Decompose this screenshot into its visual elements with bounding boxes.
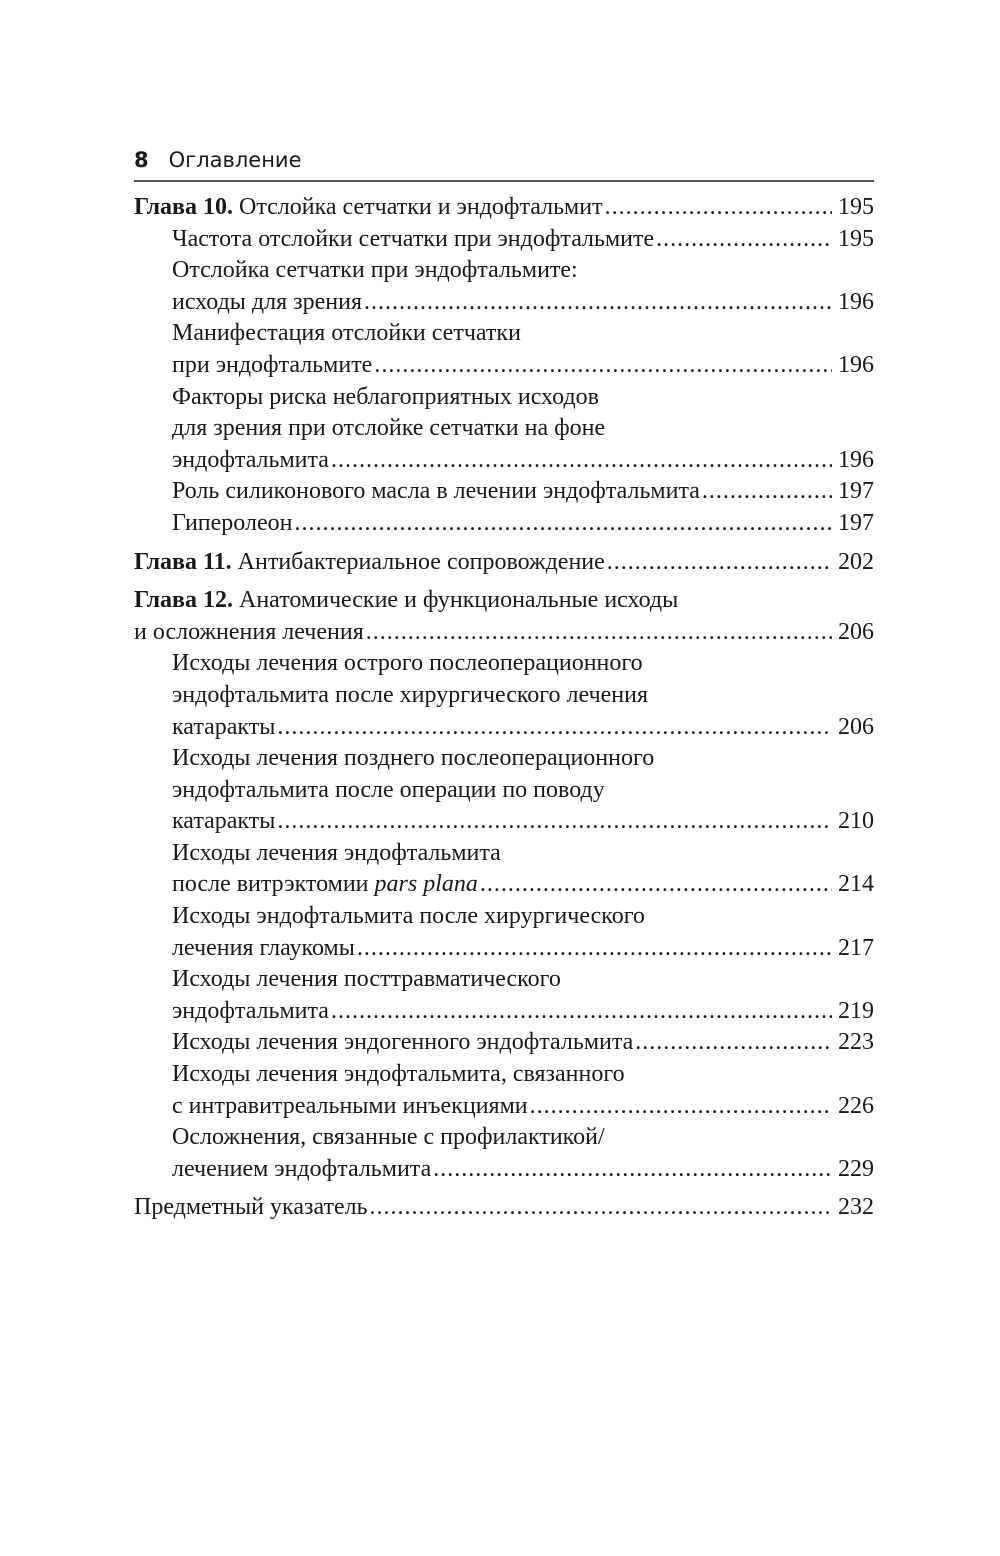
leader-dots bbox=[370, 1192, 832, 1224]
entry-title: Исходы лечения эндогенного эндофтальмита bbox=[172, 1029, 634, 1056]
entry-title: при эндофтальмите bbox=[172, 351, 373, 378]
entry-title: лечения глаукомы bbox=[172, 934, 355, 961]
toc-entry[interactable] bbox=[134, 1122, 874, 1185]
entry-title: эндофтальмита bbox=[172, 446, 329, 473]
page-ref: 196 bbox=[838, 288, 874, 315]
entry-title-line: Манифестация отслойки сетчатки bbox=[172, 320, 521, 347]
toc-entry[interactable] bbox=[134, 476, 874, 508]
toc-entry[interactable] bbox=[134, 224, 874, 256]
leader-dots bbox=[364, 287, 832, 319]
leader-dots bbox=[374, 350, 832, 382]
page-header-title: Оглавление bbox=[168, 148, 302, 172]
page-ref: 197 bbox=[838, 509, 874, 536]
toc-chapter-12[interactable] bbox=[134, 585, 874, 648]
page-ref: 214 bbox=[838, 871, 874, 898]
leader-dots bbox=[635, 1027, 832, 1059]
leader-dots bbox=[357, 933, 832, 965]
page-ref: 196 bbox=[838, 446, 874, 473]
chapter-label: Глава 10. bbox=[134, 194, 233, 220]
leader-dots bbox=[277, 712, 832, 744]
page-ref: 219 bbox=[838, 997, 874, 1024]
toc-chapter-10[interactable] bbox=[134, 192, 874, 224]
leader-dots bbox=[702, 476, 832, 508]
chapter-label: Глава 11. bbox=[134, 548, 232, 575]
entry-title-line: Отслойка сетчатки при эндофтальмите: bbox=[172, 257, 578, 284]
page-ref: 197 bbox=[838, 478, 874, 505]
entry-title: лечением эндофтальмита bbox=[172, 1155, 432, 1182]
page-ref: 226 bbox=[838, 1092, 874, 1119]
leader-dots bbox=[656, 224, 832, 256]
entry-title-line: эндофтальмита после хирургического лечения bbox=[172, 681, 649, 708]
toc-chapter-11[interactable] bbox=[134, 547, 874, 579]
toc-entry[interactable] bbox=[134, 318, 874, 381]
page-ref: 196 bbox=[838, 351, 874, 378]
leader-dots bbox=[530, 1091, 832, 1123]
leader-dots bbox=[366, 617, 832, 649]
entry-title: Частота отслойки сетчатки при эндофтальмите bbox=[172, 225, 655, 252]
page-ref: 195 bbox=[838, 194, 874, 220]
page-ref: 229 bbox=[838, 1155, 874, 1182]
entry-title-line: Осложнения, связанные с профилактикой/ bbox=[172, 1124, 605, 1151]
header-rule bbox=[134, 180, 874, 182]
page-ref: 217 bbox=[838, 934, 874, 961]
leader-dots bbox=[605, 192, 832, 224]
entry-title: Предметный указатель bbox=[134, 1194, 368, 1221]
entry-title-line: Исходы лечения позднего послеоперационного bbox=[172, 745, 655, 772]
entry-title: эндофтальмита bbox=[172, 997, 329, 1024]
chapter-title-cont: и осложнения лечения bbox=[134, 618, 364, 645]
chapter-title: Антибактериальное сопровождение bbox=[231, 548, 605, 575]
entry-title-line: эндофтальмита после операции по поводу bbox=[172, 776, 605, 803]
entry-title: с интравитреальными инъекциями bbox=[172, 1092, 528, 1119]
page-ref: 195 bbox=[838, 225, 874, 252]
leader-dots bbox=[331, 996, 832, 1028]
entry-title: Роль силиконового масла в лечении эндофтальмита bbox=[172, 478, 700, 505]
toc-entry[interactable] bbox=[134, 1027, 874, 1059]
table-of-contents bbox=[134, 192, 874, 1224]
entry-title: Гиперолеон bbox=[172, 509, 293, 536]
entry-title: после витрэктомии bbox=[172, 871, 375, 898]
leader-dots bbox=[331, 445, 832, 477]
toc-entry[interactable] bbox=[134, 1059, 874, 1122]
toc-entry[interactable] bbox=[134, 508, 874, 540]
toc-entry[interactable] bbox=[134, 901, 874, 964]
entry-title-line: Исходы эндофтальмита после хирургического bbox=[172, 903, 645, 930]
toc-entry[interactable] bbox=[134, 838, 874, 901]
toc-entry[interactable] bbox=[134, 743, 874, 838]
toc-entry[interactable] bbox=[134, 648, 874, 743]
page-number: 8 bbox=[134, 148, 149, 172]
leader-dots bbox=[480, 869, 832, 901]
leader-dots bbox=[433, 1154, 832, 1186]
leader-dots bbox=[277, 806, 832, 838]
toc-entry[interactable] bbox=[134, 964, 874, 1027]
entry-title: катаракты bbox=[172, 808, 276, 835]
entry-title-line: для зрения при отслойке сетчатки на фоне bbox=[172, 415, 606, 442]
page-ref: 206 bbox=[838, 713, 874, 740]
page-ref: 232 bbox=[838, 1194, 874, 1221]
entry-title-italic: pars plana bbox=[374, 871, 478, 898]
entry-title: катаракты bbox=[172, 713, 276, 740]
leader-dots bbox=[607, 547, 832, 579]
page-ref: 206 bbox=[838, 618, 874, 645]
toc-entry[interactable] bbox=[134, 255, 874, 318]
page-ref: 202 bbox=[838, 548, 874, 575]
running-head bbox=[134, 146, 874, 174]
toc-index[interactable] bbox=[134, 1192, 874, 1224]
chapter-title: Анатомические и функциональные исходы bbox=[233, 587, 679, 614]
toc-entry[interactable] bbox=[134, 382, 874, 477]
page-ref: 223 bbox=[838, 1029, 874, 1056]
entry-title-line: Исходы лечения острого послеоперационного bbox=[172, 650, 643, 677]
entry-title-line: Исходы лечения эндофтальмита, связанного bbox=[172, 1061, 625, 1088]
chapter-label: Глава 12. bbox=[134, 587, 233, 614]
entry-title-line: Факторы риска неблагоприятных исходов bbox=[172, 383, 599, 410]
entry-title-line: Исходы лечения посттравматического bbox=[172, 966, 561, 993]
page-ref: 210 bbox=[838, 808, 874, 835]
chapter-title: Отслойка сетчатки и эндофтальмит bbox=[233, 194, 603, 220]
entry-title-line: Исходы лечения эндофтальмита bbox=[172, 839, 501, 866]
leader-dots bbox=[294, 508, 832, 540]
entry-title: исходы для зрения bbox=[172, 288, 362, 315]
